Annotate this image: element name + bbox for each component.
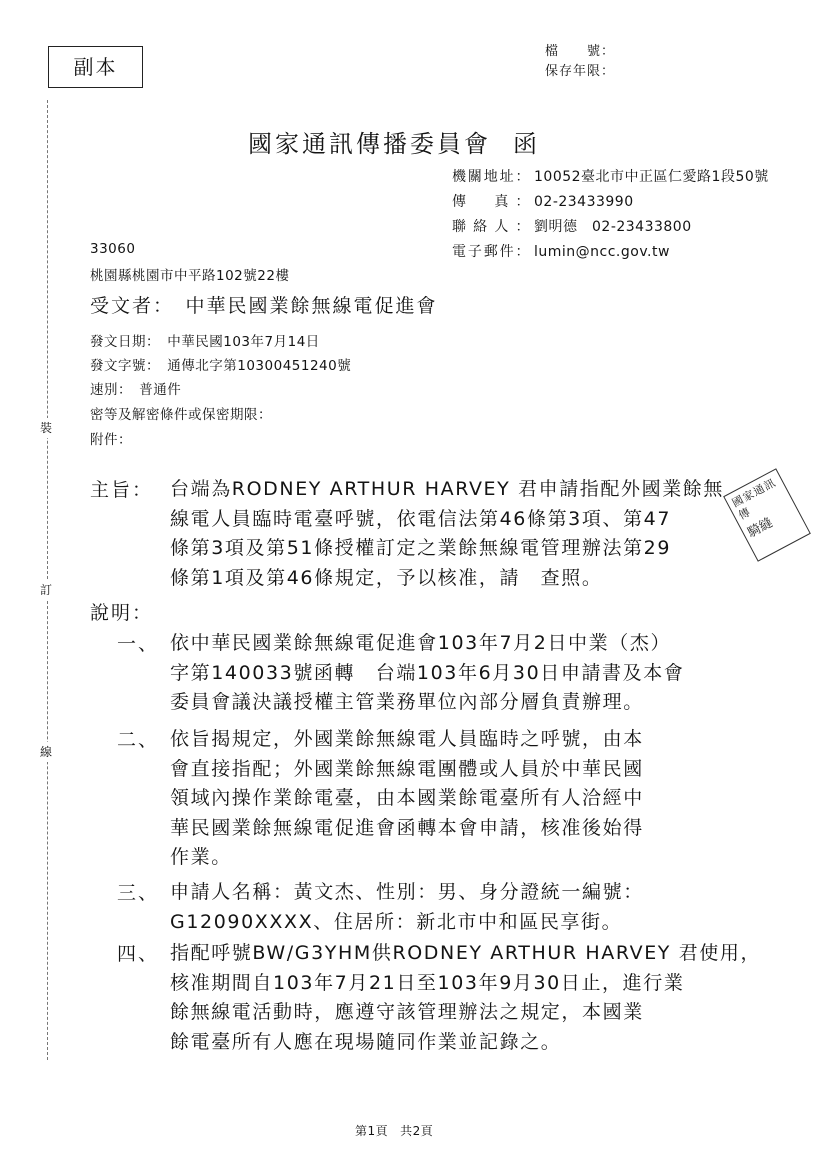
subject-line: 條第3項及第51條授權訂定之業餘無線電管理辦法第29: [170, 537, 672, 559]
recipient-address: 桃園縣桃園市中平路102號22樓: [90, 268, 290, 284]
contact-fax-row: [452, 191, 634, 211]
item-line: 會直接指配；外國業餘無線電團體或人員於中華民國: [170, 757, 644, 780]
page-footer: [355, 1122, 433, 1139]
security-level: 密等及解密條件或保密期限：: [90, 407, 272, 423]
subject-label: 主旨：: [90, 479, 154, 501]
page-number: 第1頁: [355, 1124, 389, 1138]
email-value: lumin@ncc.gov.tw: [534, 244, 670, 260]
subject-line: 線電人員臨時電臺呼號，依電信法第46條第3項、第47: [170, 507, 672, 530]
explanation-label: 說明：: [90, 602, 154, 624]
document-type: 函: [513, 130, 540, 158]
subject-line: 台端為RODNEY ARTHUR HARVEY 君申請指配外國業餘無: [170, 478, 725, 500]
contact-address-row: [452, 166, 769, 186]
item-line: 委員會議決議授權主管業務單位內部分層負責辦理。: [170, 691, 644, 713]
attachment-label: 附件：: [90, 432, 132, 448]
contact-person-row: [452, 216, 692, 236]
address-value: 10052臺北市中正區仁愛路1段50號: [534, 169, 769, 185]
item-number: 三、: [117, 882, 160, 904]
item-line: G12090XXXX、住居所：新北市中和區民享街。: [170, 910, 623, 933]
issue-number: 發文字號： 通傳北字第10300451240號: [90, 358, 352, 374]
explanation-item: [170, 629, 684, 718]
explanation-item: [170, 725, 644, 873]
item-number: 四、: [117, 943, 160, 965]
subject-body: [170, 475, 724, 593]
page-total: 共2頁: [400, 1124, 434, 1138]
retention-period-label: 保存年限：: [545, 64, 616, 79]
item-line: 指配呼號BW/G3YHM供RODNEY ARTHUR HARVEY 君使用，: [170, 942, 762, 964]
item-line: 作業。: [170, 846, 232, 868]
fax-label: 傳 真 ：: [452, 191, 530, 211]
item-line: 餘電臺所有人應在現場隨同作業並記錄之。: [170, 1030, 562, 1053]
item-line: 字第140033號函轉 台端103年6月30日申請書及本會: [170, 661, 685, 684]
contact-person-label: 聯絡人 ：: [452, 216, 530, 236]
explanation-item: [170, 878, 644, 937]
explanation-item: [170, 939, 761, 1057]
item-line: 申請人名稱：黃文杰、性別：男、身分證統一編號：: [170, 881, 644, 903]
item-number: 一、: [117, 633, 160, 655]
contact-person-value: 劉明德 02-23433800: [534, 219, 692, 235]
item-line: 依旨揭規定，外國業餘無線電人員臨時之呼號，由本: [170, 728, 644, 750]
subject-line: 條第1項及第46條規定，予以核准，請 查照。: [170, 566, 603, 589]
seam-stamp: [723, 468, 811, 562]
item-line: 華民國業餘無線電促進會函轉本會申請，核准後始得: [170, 816, 644, 839]
stamp-text-agency: 國家通訊傳: [729, 475, 779, 523]
address-label: 機關地址 ：: [452, 166, 530, 186]
item-line: 餘無線電活動時，應遵守該管理辦法之規定，本國業: [170, 1001, 644, 1023]
delivery-speed: 速別： 普通件: [90, 382, 182, 398]
item-line: 依中華民國業餘無線電促進會103年7月2日中業（杰）: [170, 632, 672, 654]
item-line: 核准期間自103年7月21日至103年9月30日止，進行業: [170, 971, 685, 994]
binding-char-middle: 訂: [40, 580, 52, 600]
agency-name: 國家通訊傳播委員會: [248, 130, 491, 158]
fax-value: 02-23433990: [534, 194, 634, 210]
archive-number-label: 檔 號：: [545, 44, 616, 59]
document-title: [248, 124, 540, 159]
binding-char-top: 裝: [40, 418, 52, 438]
item-line: 領域內操作業餘電臺，由本國業餘電臺所有人洽經中: [170, 787, 644, 809]
email-label: 電子郵件 ：: [452, 241, 530, 261]
stamp-text-seam: 騎縫: [745, 515, 776, 541]
binding-char-bottom: 線: [40, 742, 52, 762]
recipient-line: 受文者： 中華民國業餘無線電促進會: [90, 295, 438, 317]
issue-date: 發文日期： 中華民國103年7月14日: [90, 334, 320, 350]
contact-email-row: [452, 241, 670, 261]
recipient-postal-code: 33060: [90, 241, 136, 257]
item-number: 二、: [117, 729, 160, 751]
copy-label-box: 副本: [48, 46, 143, 88]
